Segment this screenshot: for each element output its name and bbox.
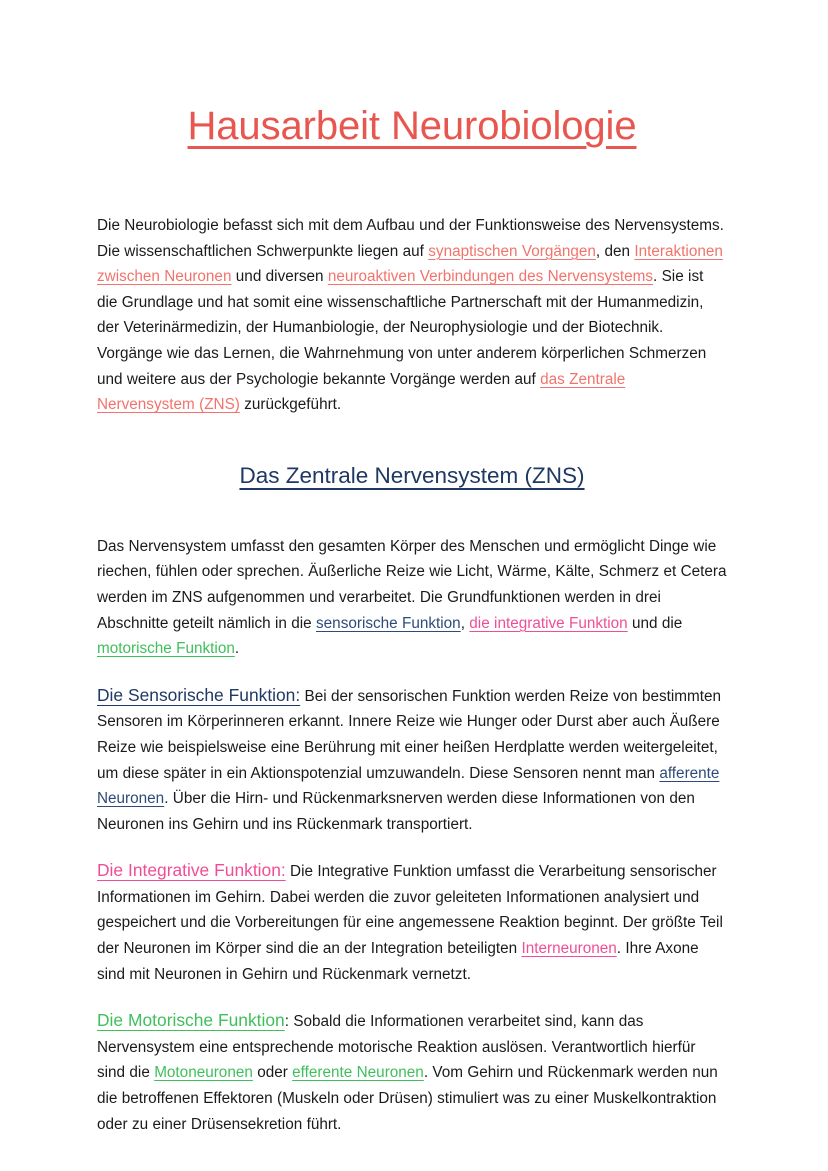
section-heading-zns-text: Das Zentrale Nervensystem (ZNS) [239, 462, 585, 488]
integrativ-text-1: Die Integrative Funktion umfasst die Verarbeitung sensorischer Informationen im Gehirn. Dabei werden die zuvor geleiteten Informationen analysiert und gespeichert und die Vorbereitungen für eine angemessene Reaktion beginnt. Der größte Teil der Neuronen im Körper sind die an der Integration beteiligten [97, 863, 723, 958]
spacer-before-integrativ [97, 837, 727, 858]
motorische-funktion-paragraph [97, 1008, 727, 1137]
intro-text-2: , den [595, 242, 635, 260]
integrative-funktion-paragraph [97, 858, 727, 987]
sensorische-funktion-paragraph [97, 683, 727, 838]
runhead-sensorische-funktion: Die Sensorische Funktion: [97, 684, 301, 705]
intro-text-3: und diversen [231, 268, 328, 286]
spacer-after-title [97, 149, 727, 213]
runhead-integrative-funktion: Die Integrative Funktion: [97, 860, 286, 881]
motorisch-text-1: : Sobald die Informationen verarbeitet sind, kann das Nervensystem eine entsprechende motorische Reaktion auslösen. Verantwortlich hierfür sind die [97, 1013, 696, 1082]
term-efferente-neuronen: efferente Neuronen [292, 1064, 424, 1082]
zns-intro-text-1: Das Nervensystem umfasst den gesamten Körper des Menschen und ermöglicht Dinge wie riechen, fühlen oder sprechen. Äußerliche Reize wie Licht, Wärme, Kälte, Schmerz et Cetera werden im ZNS aufgenommen und verarbeitet. Die Grundfunktionen werden in drei Abschnitte geteilt nämlich in die [97, 537, 727, 632]
intro-paragraph [97, 213, 727, 418]
zns-intro-paragraph [97, 534, 727, 662]
document-content [97, 0, 727, 1137]
intro-text-1: Die Neurobiologie befasst sich mit dem Aufbau und der Funktionsweise des Nervensystems. Die wissenschaftlichen Schwerpunkte liegen auf [97, 217, 724, 260]
term-neuroaktive-verbindungen: neuroaktiven Verbindungen des Nervensystems [327, 268, 653, 286]
term-motoneuronen: Motoneuronen [154, 1064, 253, 1082]
term-interaktionen-zwischen-neuronen: Interaktionen zwischen Neuronen [97, 242, 723, 286]
runhead-motorische-funktion: Die Motorische Funktion [97, 1010, 285, 1031]
zns-intro-text-2: , [460, 614, 470, 632]
sensorisch-text-1: Bei der sensorischen Funktion werden Reize von bestimmten Sensoren im Körperinneren erkannt. Innere Reize wie Hunger oder Durst aber auch Äußere Reize wie beispielsweise eine Berührung mit einer heißen Herdplatte werden weitergeleitet, um diese später in ein Aktionspotenzial umzuwandeln. Diese Sensoren nennt man [97, 687, 722, 782]
intro-text-5: zurückgeführt. [239, 396, 342, 414]
zns-intro-text-4: . [234, 640, 240, 658]
section-heading-zns [97, 462, 727, 489]
term-interneuronen: Interneuronen [521, 940, 617, 958]
integrativ-text-2: . Ihre Axone sind mit Neuronen in Gehirn und Rückenmark vernetzt. [97, 940, 699, 983]
motorisch-text-2: oder [252, 1064, 293, 1082]
zns-intro-text-3: und die [627, 614, 683, 632]
spacer-before-section-heading [97, 418, 727, 462]
sensorisch-text-2: . Über die Hirn- und Rückenmarksnerven werden diese Informationen von den Neuronen ins Gehirn und ins Rückenmark transportiert. [97, 790, 695, 833]
term-integrative-funktion: die integrative Funktion [469, 614, 628, 632]
term-motorische-funktion: motorische Funktion [97, 640, 235, 658]
intro-text-4: . Sie ist die Grundlage und hat somit eine wissenschaftliche Partnerschaft mit der Humanmedizin, der Veterinärmedizin, der Humanbiologie, der Neurophysiologie und der Biotechnik. Vorgänge wie das Lernen, die Wahrnehmung von unter anderem körperlichen Schmerzen und weitere aus der Psychologie bekannte Vorgänge werden auf [97, 268, 707, 388]
term-zentrales-nervensystem: das Zentrale Nervensystem (ZNS) [97, 370, 626, 414]
page-title [97, 0, 727, 149]
term-sensorische-funktion: sensorische Funktion [316, 614, 461, 632]
spacer-after-section-heading [97, 489, 727, 534]
term-synaptische-vorgaenge: synaptischen Vorgängen [428, 242, 596, 260]
page-title-text: Hausarbeit Neurobiologie [187, 104, 637, 148]
spacer-before-sensorisch [97, 662, 727, 683]
term-afferente-neuronen: afferente Neuronen [97, 764, 720, 808]
spacer-before-motorisch [97, 987, 727, 1008]
motorisch-text-3: . Vom Gehirn und Rückenmark werden nun die betroffenen Effektoren (Muskeln oder Drüsen) stimuliert was zu einer Muskelkontraktion oder zu einer Drüsensekretion führt. [97, 1064, 718, 1133]
